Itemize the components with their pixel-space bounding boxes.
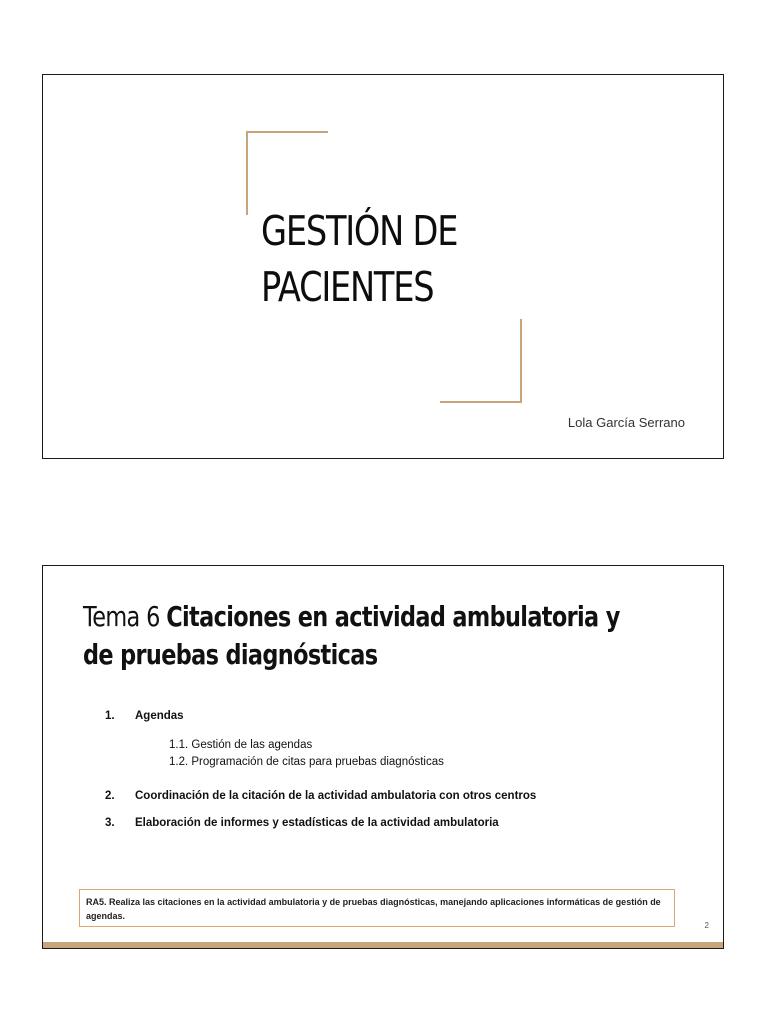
topic-title: Citaciones en actividad ambulatoria y de pruebas diagnósticas bbox=[83, 600, 620, 671]
learning-outcome-box: RA5. Realiza las citaciones en la actividad ambulatoria y de pruebas diagnósticas, manejando aplicaciones informáticas de gestión de agendas. bbox=[79, 889, 675, 927]
list-item-label: Coordinación de la citación de la actividad ambulatoria con otros centros bbox=[135, 790, 537, 802]
accent-bar bbox=[43, 942, 723, 948]
list-item bbox=[105, 710, 184, 722]
frame-corner-top-left-vertical bbox=[246, 131, 248, 215]
content-slide bbox=[42, 565, 724, 949]
title-slide bbox=[42, 74, 724, 459]
list-item-number: 1. bbox=[105, 710, 115, 722]
title-line-1: GESTIÓN DE bbox=[261, 207, 458, 255]
list-item bbox=[105, 817, 499, 829]
list-item-number: 2. bbox=[105, 790, 115, 802]
title-line-2: PACIENTES bbox=[261, 263, 434, 311]
list-item-label: Agendas bbox=[135, 710, 184, 722]
topic-number: Tema 6 bbox=[83, 600, 160, 633]
frame-corner-bottom-right-vertical bbox=[520, 319, 522, 403]
presentation-title bbox=[261, 203, 457, 315]
author-name: Lola García Serrano bbox=[567, 415, 685, 430]
frame-corner-top-left bbox=[246, 131, 328, 133]
list-item-number: 3. bbox=[105, 817, 115, 829]
list-item bbox=[105, 790, 536, 802]
page-number: 2 bbox=[704, 921, 709, 930]
sub-item: 1.2. Programación de citas para pruebas diagnósticas bbox=[169, 756, 444, 768]
frame-corner-bottom-right bbox=[440, 401, 522, 403]
sub-item: 1.1. Gestión de las agendas bbox=[169, 739, 313, 751]
topic-heading bbox=[83, 598, 643, 674]
list-item-label: Elaboración de informes y estadísticas de la actividad ambulatoria bbox=[135, 817, 499, 829]
